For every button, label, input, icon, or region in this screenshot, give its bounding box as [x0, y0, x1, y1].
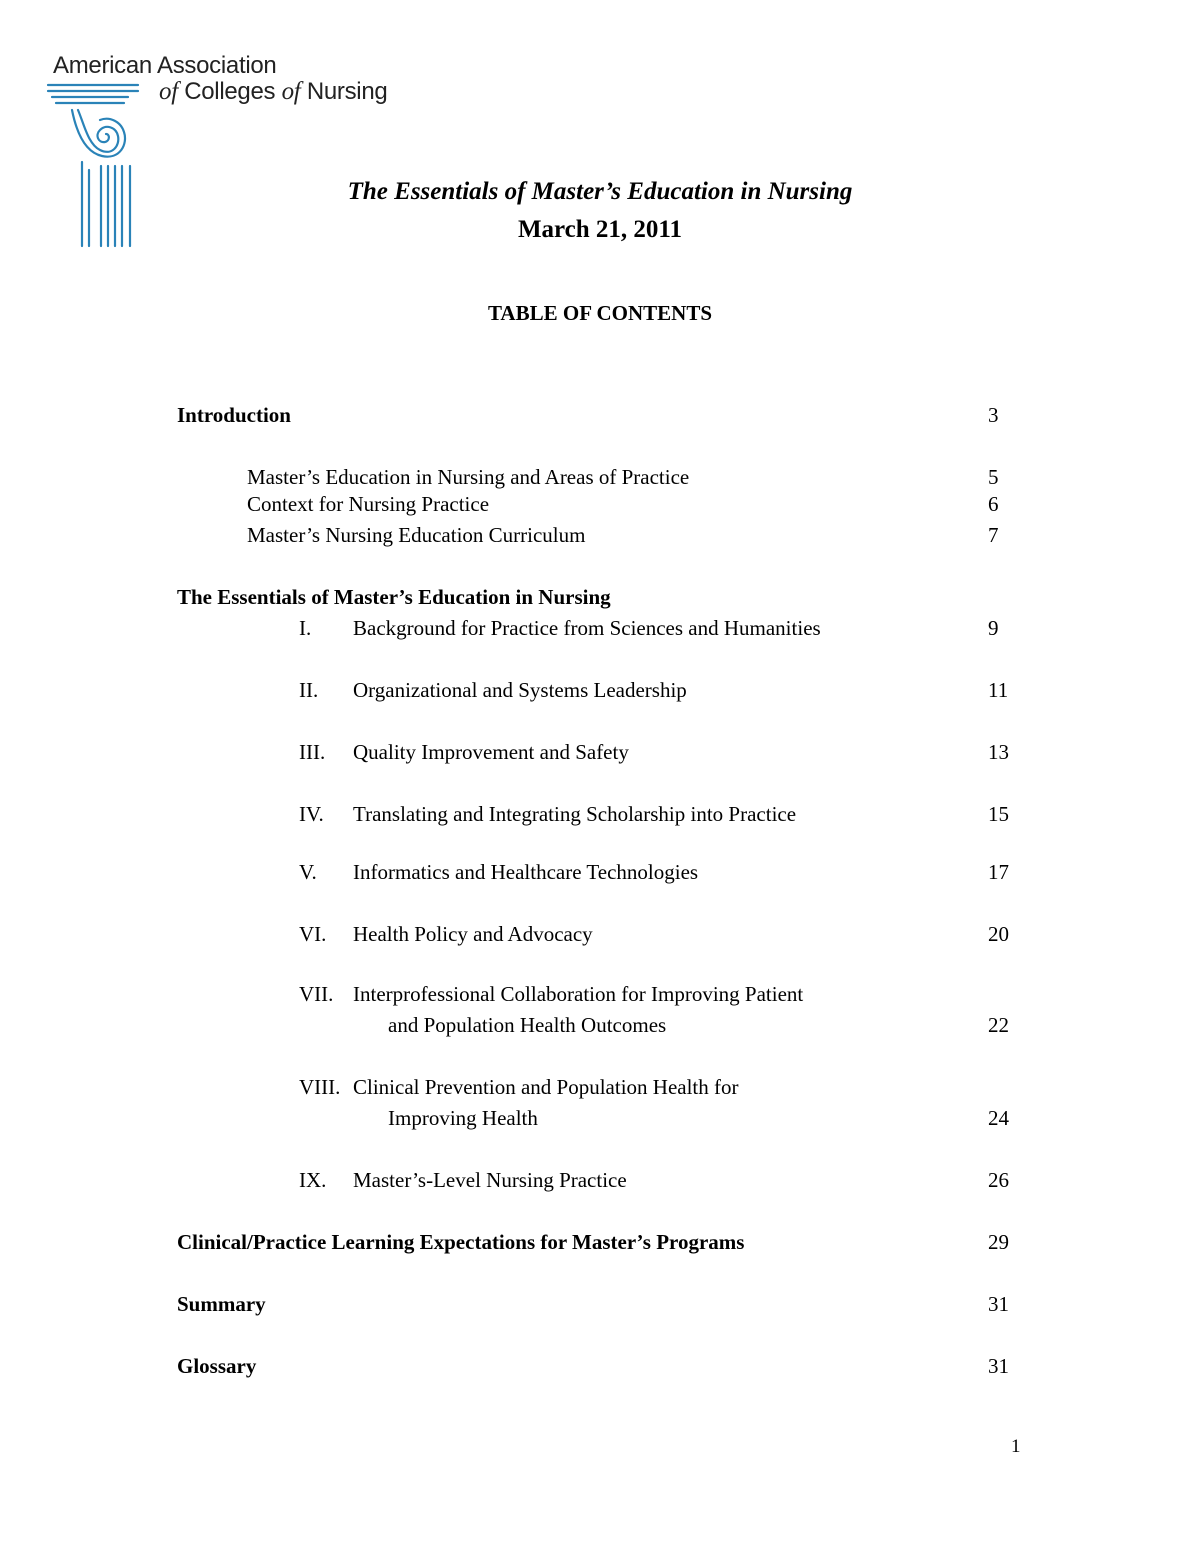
toc-introduction-page: 3	[988, 403, 999, 427]
toc-essentials-heading: The Essentials of Master’s Education in Nursing	[177, 585, 611, 609]
toc-intro-item-page: 5	[988, 465, 999, 489]
toc-essential-label: Health Policy and Advocacy	[353, 922, 593, 946]
toc-heading: TABLE OF CONTENTS	[487, 301, 713, 325]
toc-essential-label: Clinical Prevention and Population Health for	[353, 1075, 739, 1099]
toc-intro-item-page: 6	[988, 492, 999, 516]
document-date: March 21, 2011	[517, 216, 683, 243]
toc-essential-numeral: VII.	[299, 982, 334, 1006]
toc-essential-page: 26	[988, 1168, 1009, 1192]
toc-essential-label: Interprofessional Collaboration for Improving Patient	[353, 982, 804, 1006]
toc-essential-label: Background for Practice from Sciences and Humanities	[353, 616, 821, 640]
toc-essential-numeral: V.	[299, 860, 317, 884]
toc-essential-page: 22	[988, 1013, 1009, 1037]
toc-introduction-label: Introduction	[177, 403, 291, 427]
toc-glossary-page: 31	[988, 1354, 1009, 1378]
toc-essential-numeral: IV.	[299, 802, 324, 826]
toc-essential-page: 13	[988, 740, 1009, 764]
toc-clinical-label: Clinical/Practice Learning Expectations for Master’s Programs	[177, 1230, 745, 1254]
toc-essential-label-continued: Improving Health	[388, 1106, 538, 1130]
toc-essential-page: 15	[988, 802, 1009, 826]
toc-essential-numeral: VIII.	[299, 1075, 341, 1099]
toc-summary-page: 31	[988, 1292, 1009, 1316]
toc-glossary-label: Glossary	[177, 1354, 257, 1378]
logo-of-2: of	[281, 78, 301, 105]
toc-essential-numeral: III.	[299, 740, 326, 764]
logo-of-1: of	[159, 78, 178, 105]
toc-essential-page: 20	[988, 922, 1009, 946]
toc-essential-page: 9	[988, 616, 999, 640]
document-title: The Essentials of Master’s Education in Nursing	[347, 178, 853, 205]
toc-essential-label: Quality Improvement and Safety	[353, 740, 629, 764]
toc-essential-numeral: VI.	[299, 922, 327, 946]
toc-essential-page: 24	[988, 1106, 1009, 1130]
page-number: 1	[1011, 1436, 1021, 1457]
toc-intro-item-label: Context for Nursing Practice	[247, 492, 490, 516]
toc-intro-item-label: Master’s Education in Nursing and Areas of Practice	[247, 465, 690, 489]
toc-essential-label-continued: and Population Health Outcomes	[388, 1013, 667, 1037]
logo-text-line2	[159, 78, 387, 106]
toc-essential-numeral: I.	[299, 616, 312, 640]
toc-intro-item-label: Master’s Nursing Education Curriculum	[247, 523, 586, 547]
toc-clinical-page: 29	[988, 1230, 1009, 1254]
toc-essential-page: 11	[988, 678, 1009, 702]
toc-essential-numeral: IX.	[299, 1168, 327, 1192]
toc-essential-label: Master’s-Level Nursing Practice	[353, 1168, 627, 1192]
toc-essential-numeral: II.	[299, 678, 319, 702]
logo-colleges: Colleges	[177, 78, 282, 105]
toc-summary-label: Summary	[177, 1292, 266, 1316]
toc-essential-label: Informatics and Healthcare Technologies	[353, 860, 699, 884]
toc-intro-item-page: 7	[988, 523, 999, 547]
toc-essential-label: Translating and Integrating Scholarship into Practice	[353, 802, 797, 826]
toc-essential-label: Organizational and Systems Leadership	[353, 678, 687, 702]
toc-essential-page: 17	[988, 860, 1009, 884]
logo-text-line1: American Association	[53, 52, 277, 79]
logo-nursing: Nursing	[300, 78, 388, 105]
